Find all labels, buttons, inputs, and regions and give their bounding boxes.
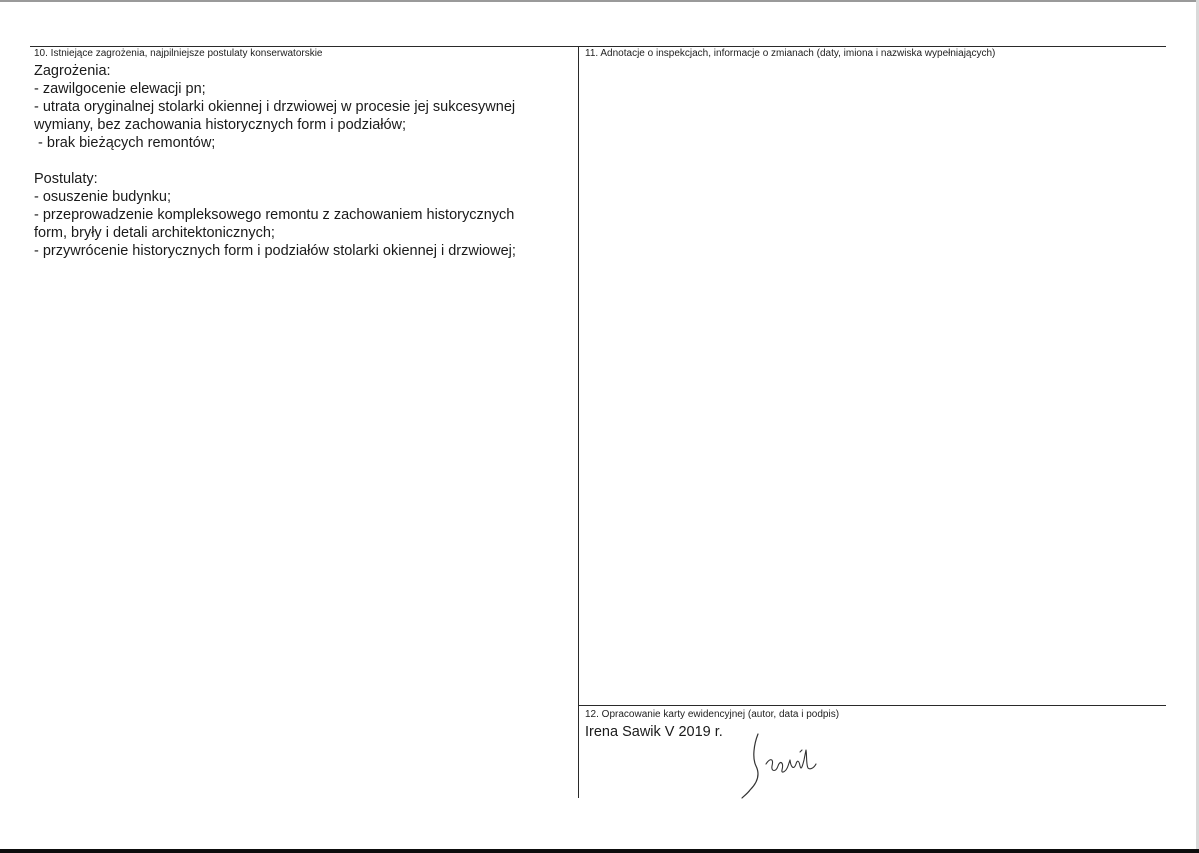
paragraph-gap — [34, 152, 516, 170]
scan-edge-top — [0, 0, 1199, 2]
signature-stroke — [742, 734, 758, 798]
section-10-label: 10. Istniejące zagrożenia, najpilniejsze postulaty konserwatorskie — [34, 48, 323, 59]
signature-stroke — [800, 750, 802, 752]
top-rule — [30, 46, 1166, 47]
section-12-label: 12. Opracowanie karty ewidencyjnej (autor, data i podpis) — [585, 709, 840, 720]
postulate-item: - przeprowadzenie kompleksowego remontu z zachowaniem historycznych — [34, 207, 515, 223]
author-line: Irena Sawik V 2019 r. — [585, 724, 723, 740]
postulate-item: - przywrócenie historycznych form i podziałów stolarki okiennej i drzwiowej; — [34, 243, 516, 259]
postulate-item: - osuszenie budynku; — [34, 189, 172, 205]
section-12-rule — [578, 705, 1166, 706]
threat-item: - utrata oryginalnej stolarki okiennej i drzwiowej w procesie jej sukcesywnej — [34, 99, 516, 115]
postulates-heading: Postulaty: — [34, 171, 98, 187]
column-divider — [578, 46, 579, 798]
threat-item: - zawilgocenie elewacji pn; — [34, 81, 206, 97]
section-11-label: 11. Adnotacje o inspekcjach, informacje o zmianach (daty, imiona i nazwiska wypełniających) — [585, 48, 996, 59]
threat-item: wymiany, bez zachowania historycznych form i podziałów; — [34, 117, 407, 133]
threat-item: - brak bieżących remontów; — [34, 135, 216, 151]
postulate-item: form, bryły i detali architektonicznych; — [34, 225, 275, 241]
handwritten-signature — [736, 730, 846, 800]
section-10-content — [34, 62, 516, 260]
signature-stroke — [766, 750, 816, 772]
threats-heading: Zagrożenia: — [34, 63, 111, 79]
scan-edge-bottom — [0, 849, 1199, 853]
